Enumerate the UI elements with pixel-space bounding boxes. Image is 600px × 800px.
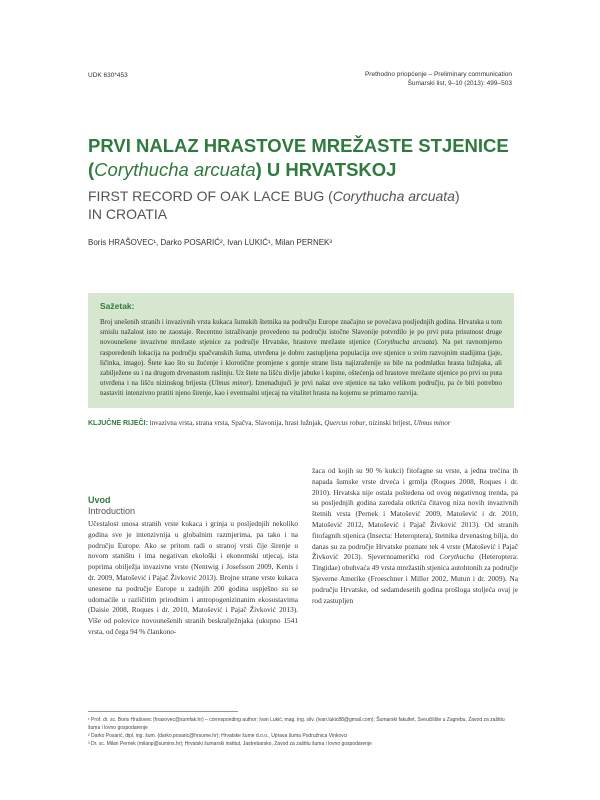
footnote-2: ² Darko Posarić, dipl. ing. šum. (darko.posaric@hrsume.hr); Hrvatske šume d.o.o., Uprava šuma Podružnica Vinkovci: [88, 733, 348, 739]
footnote-1: ¹ Prof. dr. sc. Boris Hrašovec (hrasovec@sumfak.hr) – corresponding author; Ivan Lukić, mag. ing. silv. (ivan.lukic88@gmail.com); Šumarski fakultet, Sveučilište u Zagrebu, Zavod za zaštitu šuma i lovno gospodarenje: [88, 717, 505, 731]
abstract-box: [88, 293, 514, 408]
article-subtitle: [88, 187, 518, 223]
title-line-1: PRVI NALAZ HRASTOVE MREŽASTE STJENICE: [88, 135, 509, 156]
footnote-3: ³ Dr. sc. Milan Pernek (milanp@sumins.hr); Hrvatski šumarski institut, Jastrebarsko, Zavod za zaštitu šuma i lovno gospodarenje: [88, 741, 372, 747]
intro-right-text-2: (Heteroptera: Tingidae) obuhvaća 49 vrsta mrežastih stjenica autohtonih za područje Sjeverne Amerike (Froeschner i Miller 2002, Mutun i dr. 2009). Na području Hrvatske, od sedamdesetih godina prošloga stoljeća ovaj je rod zastupljen: [312, 552, 519, 605]
keywords: [88, 418, 514, 429]
intro-left-column: Učestalost unosa stranih vrste kukaca i grinja u posljednjih nekoliko godina sve je intenzivnija u globalnim razmjerima, pa tako i na području Europe. Ako se pritom radi o stranoj vrsti čije širenje u novom staništu i ima negativan ekološki i ekonomski utjecaj, ista poprima obilježja invazivne vrste (Nentwig i Josefsson 2009, Kenis i dr. 2009, Matošević i Pajač Živković 2013). Brojne strane vrste kukaca unesene na područje Europe u zadnjih 200 godina uspješno su se udomaćile u različitim prirodnim i antropogenizinanim ekosustavima (Daisie 2008, Roques i dr. 2010, Matošević i Pajač Živković 2013). Više od polovice novounešenih stranih beskralježnjaka (ukupno 1541 vrsta, od čega 94 % člankono-: [88, 519, 298, 636]
intro-right-genus: Corythucha: [439, 552, 474, 562]
abstract-text-1: Broj unešenih stranih i invazivnih vrsta kukaca šumskih štetnika na području Europe značajno se povećava posljednjih godina. Hrvatska u tom smislu nažalost isto ne zaostaje. Recentno istraživanje provedeno na području istočne Slavonije potvrdilo je po prvi puta prisutnost druge novounešene invazivne mrežaste stjenice za područje Hrvatske, hrastove mrežaste stjenice (: [100, 318, 502, 347]
keywords-species-1: Quercus robur: [324, 419, 366, 427]
abstract-text-3: ). Iznenađujući je prvi nalaz ove stjenice na tako velikom području, pa će biti potrebno nastaviti intenzivno pratiti njeno širenje, kao i eventualni utjecaj na vitalitet hrasta na kojemu se primarno razvija.: [100, 379, 502, 398]
abstract-text: [100, 317, 502, 399]
subtitle-part-2: ): [454, 188, 460, 204]
keywords-species-2: Ulmus minor: [413, 419, 451, 427]
keywords-label: KLJUČNE RIJEČI:: [88, 420, 148, 427]
article-title: [88, 134, 518, 182]
title-paren-open: (: [88, 159, 95, 180]
abstract-text-2: ). Na pet ravnomjerno raspoređenih lokacija na području spačvanskih šuma, utvrđena je dobro zastupljena populacija ove stjenice u svim razvojnim stadijima (jaje, ličinka, imago). Štete kao što su žućenje i klorotične promjene s gornje strane lista najizraženije su bile na podmlatku hrasta lužnjaka, ali zabilježene su i na drugom drvenastom raslinju. Uz štete na lišću divlje jabuke i kupine, oštećenja od hrastove mrežaste stjenice po prvi su puta utvrđena i na lišću nizinskog brijesta (: [100, 338, 502, 388]
keywords-text-1: invazivna vrsta, strana vrsta, Spačva, Slavonija, hrast lužnjak,: [147, 419, 325, 427]
section-subheading: Introduction: [88, 506, 136, 516]
subtitle-part-1: FIRST RECORD OF OAK LACE BUG (: [88, 188, 333, 204]
subtitle-line-1: [88, 187, 518, 205]
footnotes: [88, 716, 518, 748]
authors-line: Boris HRAŠOVEC¹, Darko POSARIĆ², Ivan LUKIĆ¹, Milan PERNEK³: [88, 238, 333, 247]
title-species: Corythucha arcuata: [94, 159, 256, 180]
udk-code: UDK 630*453: [88, 72, 128, 79]
journal-citation: Šumarski list, 9–10 (2013): 499–503: [407, 80, 512, 87]
abstract-species-2: Ulmus minor: [211, 379, 249, 388]
article-type: Prethodno priopćenje – Preliminary communication: [364, 71, 512, 78]
journal-header: [365, 70, 512, 88]
title-line-2-rest: ) U HRVATSKOJ: [255, 159, 397, 180]
abstract-species: Corythucha arcuata: [376, 338, 435, 347]
keywords-text-2: , nizinski brijest,: [365, 419, 414, 427]
abstract-heading: Sažetak:: [100, 301, 135, 311]
intro-right-text-1: žaca od kojih su 90 % kukci) fitofagne su vrste, a jedna trećina ih napada šumske vrste drveća i grmlja (Roques 2008, Roques i dr. 2010). Hrvatska nije ostala pošteđena od ovog negativnog trenda, pa su posljednjih godina zaredala otkrića čitavog niza novih invazivnih štetnih vrsta (Pernek i Matošević 2009, Matošević i dr. 2010, Matošević 2012, Matošević i Pajač Živković 2013). Od stranih fitofagnih stjenica (Insecta: Heteroptera), štetnika drvenastog bilja, do danas su za područje Hrvatske poznate tek 4 vrste (Matošević i Pajač Živković 2013). Sjevernoamerički rod: [312, 466, 518, 562]
section-heading: Uvod: [88, 495, 111, 505]
subtitle-species: Corythucha arcuata: [332, 188, 455, 204]
footnote-divider: [88, 711, 238, 712]
intro-right-column: [312, 466, 518, 606]
title-line-2: [88, 158, 518, 182]
subtitle-line-2: IN CROATIA: [88, 206, 168, 222]
